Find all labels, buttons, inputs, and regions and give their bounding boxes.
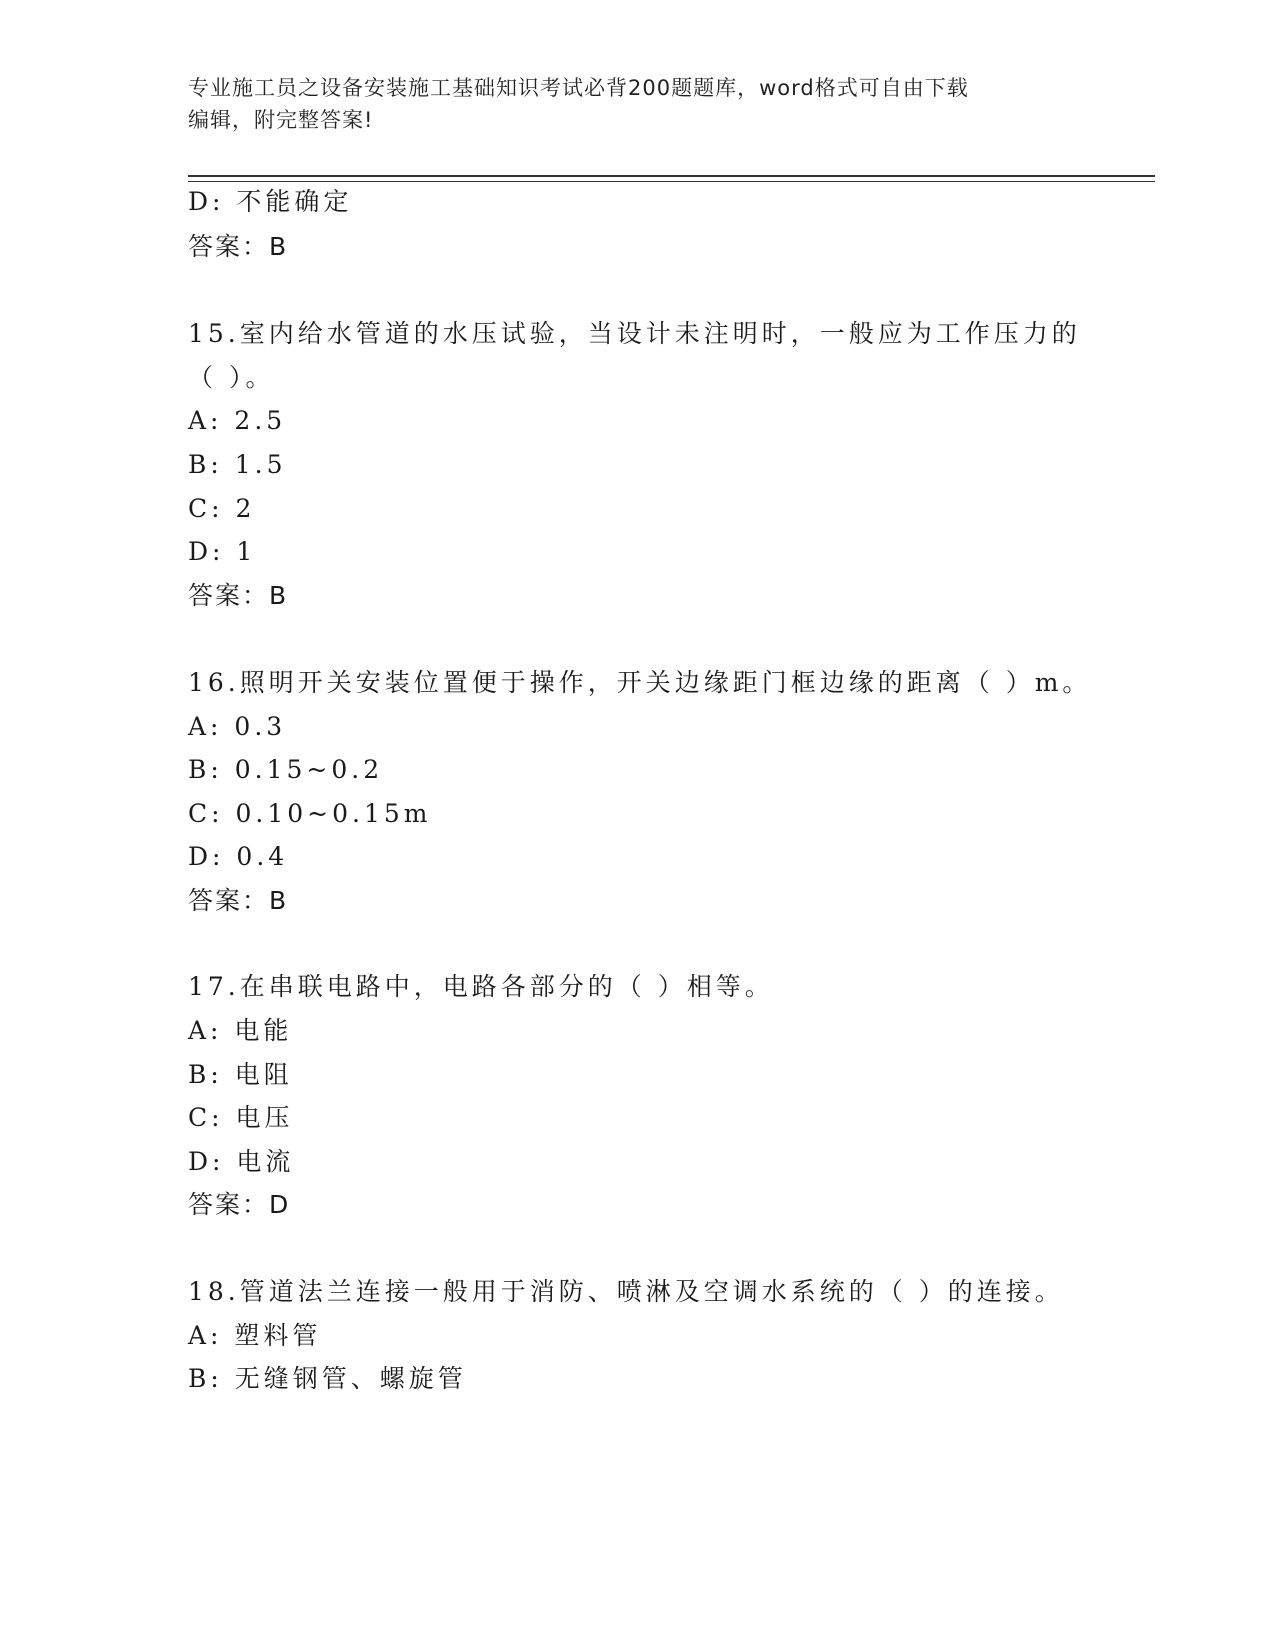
q17-stem: 17.在串联电路中，电路各部分的（ ）相等。 [188, 972, 774, 1001]
q14-option-d: D: 不能确定 [188, 187, 353, 216]
q15-option-b: B: 1.5 [188, 450, 287, 479]
q17-option-a: A: 电能 [188, 1016, 293, 1045]
q16-option-b: B: 0.15~0.2 [188, 755, 384, 784]
header-divider-thin [188, 181, 1155, 182]
q15-option-d: D: 1 [188, 537, 257, 566]
q17-option-d: D: 电流 [188, 1147, 295, 1176]
q16-option-a: A: 0.3 [188, 712, 287, 741]
q15-stem-line-1: 15.室内给水管道的水压试验，当设计未注明时，一般应为工作压力的 [188, 319, 1081, 348]
q14-answer: 答案：B [188, 232, 289, 261]
q16-option-d: D: 0.4 [188, 842, 289, 871]
header-title-line-1: 专业施工员之设备安装施工基础知识考试必背200题题库，word格式可自由下载 [188, 76, 969, 100]
q18-option-a: A: 塑料管 [188, 1321, 322, 1350]
q16-option-c: C: 0.10~0.15m [188, 799, 432, 828]
q16-stem: 16.照明开关安装位置便于操作，开关边缘距门框边缘的距离（ ）m。 [188, 668, 1092, 697]
q15-stem-line-2: （ ）。 [188, 363, 275, 392]
q17-answer: 答案：D [188, 1190, 291, 1219]
q17-option-c: C: 电压 [188, 1103, 294, 1132]
q18-option-b: B: 无缝钢管、螺旋管 [188, 1364, 467, 1393]
q15-answer: 答案：B [188, 581, 289, 610]
q17-option-b: B: 电阻 [188, 1060, 293, 1089]
q18-stem: 18.管道法兰连接一般用于消防、喷淋及空调水系统的（ ）的连接。 [188, 1277, 1064, 1306]
header-title-line-2: 编辑，附完整答案! [188, 108, 374, 132]
header-divider-thick [188, 175, 1155, 177]
q15-option-a: A: 2.5 [188, 406, 287, 435]
q15-option-c: C: 2 [188, 494, 256, 523]
q16-answer: 答案：B [188, 886, 289, 915]
document-header [188, 72, 1088, 136]
